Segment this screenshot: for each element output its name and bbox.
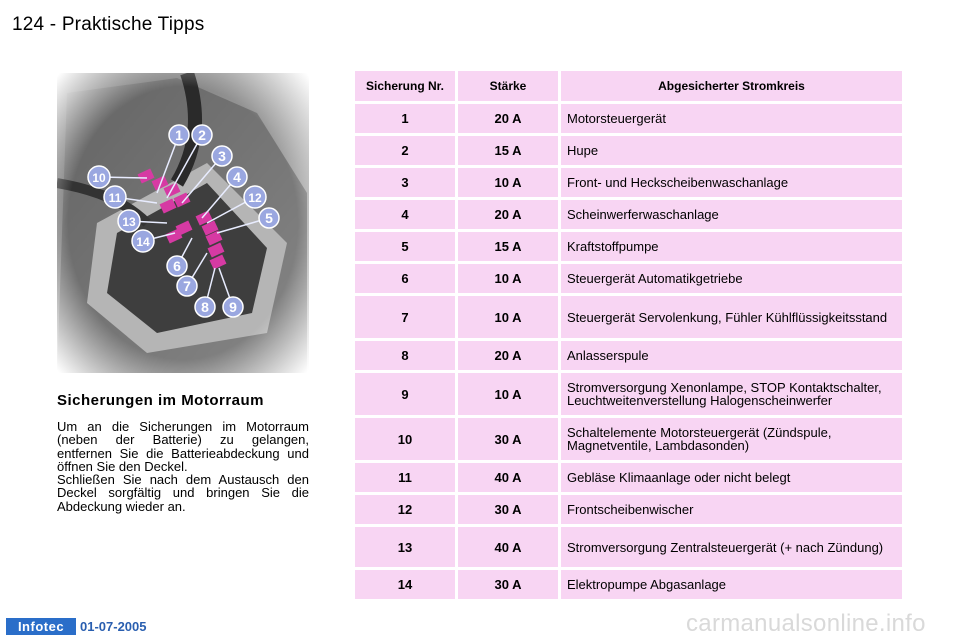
fuse-circuit: Kraftstoffpumpe xyxy=(561,232,902,261)
fuse-rating: 40 A xyxy=(458,463,558,492)
fuse-rating: 10 A xyxy=(458,168,558,197)
fuse-number: 4 xyxy=(355,200,455,229)
table-header-row xyxy=(355,71,902,101)
table-row xyxy=(355,296,902,338)
fuse-rating: 30 A xyxy=(458,418,558,460)
fuse-circuit: Hupe xyxy=(561,136,902,165)
fuse-circuit: Frontscheibenwischer xyxy=(561,495,902,524)
fuse-number: 3 xyxy=(355,168,455,197)
fuse-circuit: Motorsteuergerät xyxy=(561,104,902,133)
table-row xyxy=(355,264,902,293)
column-header-rating: Stärke xyxy=(458,71,558,101)
watermark: carmanualsonline.info xyxy=(686,610,926,637)
fuse-rating: 20 A xyxy=(458,200,558,229)
fuse-number: 11 xyxy=(355,463,455,492)
fuse-number: 7 xyxy=(355,296,455,338)
fuse-circuit: Steuergerät Automatikgetriebe xyxy=(561,264,902,293)
fuse-circuit: Stromversorgung Xenonlampe, STOP Kontaktschalter, Leuchtweitenverstellung Halogenscheinwerfer xyxy=(561,373,902,415)
table-row xyxy=(355,463,902,492)
table-row xyxy=(355,104,902,133)
fuse-rating: 20 A xyxy=(458,341,558,370)
fuse-number: 2 xyxy=(355,136,455,165)
fuse-number: 8 xyxy=(355,341,455,370)
fuse-rating: 20 A xyxy=(458,104,558,133)
engine-fusebox-photo xyxy=(57,73,309,373)
column-header-fuse-number: Sicherung Nr. xyxy=(355,71,455,101)
page-header xyxy=(12,14,204,36)
table-row xyxy=(355,341,902,370)
fuse-circuit: Scheinwerferwaschanlage xyxy=(561,200,902,229)
fuse-number: 6 xyxy=(355,264,455,293)
section-title: Sicherungen im Motorraum xyxy=(57,392,265,409)
infotec-logo: Infotec xyxy=(6,618,76,635)
fuse-table xyxy=(352,68,905,602)
table-row xyxy=(355,168,902,197)
table-row xyxy=(355,495,902,524)
fuse-circuit: Stromversorgung Zentralsteuergerät (+ nach Zündung) xyxy=(561,527,902,567)
fuse-number: 1 xyxy=(355,104,455,133)
fuse-circuit: Front- und Heckscheibenwaschanlage xyxy=(561,168,902,197)
table-row xyxy=(355,200,902,229)
page-number: 124 xyxy=(12,14,45,35)
table-row xyxy=(355,136,902,165)
fuse-number: 5 xyxy=(355,232,455,261)
table-row xyxy=(355,527,902,567)
fuse-circuit: Anlasserspule xyxy=(561,341,902,370)
fuse-circuit: Elektropumpe Abgasanlage xyxy=(561,570,902,599)
fuse-rating: 15 A xyxy=(458,136,558,165)
table-row xyxy=(355,418,902,460)
fuse-rating: 30 A xyxy=(458,495,558,524)
fuse-circuit: Gebläse Klimaanlage oder nicht belegt xyxy=(561,463,902,492)
page-title: Praktische Tipps xyxy=(61,14,205,35)
fusebox-illustration xyxy=(57,73,309,373)
fuse-number: 10 xyxy=(355,418,455,460)
fuse-circuit: Schaltelemente Motorsteuergerät (Zündspule, Magnetventile, Lambdasonden) xyxy=(561,418,902,460)
table-row xyxy=(355,373,902,415)
fuse-rating: 40 A xyxy=(458,527,558,567)
instruction-paragraph: Um an die Sicherungen im Motorraum (neben der Batterie) zu gelangen, entfernen Sie die Batterieabdeckung und öffnen Sie den Deckel. xyxy=(57,419,309,475)
edition-date: 01-07-2005 xyxy=(80,619,147,634)
fuse-number: 12 xyxy=(355,495,455,524)
fuse-circuit: Steuergerät Servolenkung, Fühler Kühlflüssigkeitsstand xyxy=(561,296,902,338)
instruction-paragraph: Schließen Sie nach dem Austausch den Deckel sorgfältig und bringen Sie die Abdeckung wieder an. xyxy=(57,472,309,514)
fuse-number: 13 xyxy=(355,527,455,567)
fuse-number: 14 xyxy=(355,570,455,599)
column-header-circuit: Abgesicherter Stromkreis xyxy=(561,71,902,101)
table-row xyxy=(355,232,902,261)
fuse-rating: 15 A xyxy=(458,232,558,261)
fuse-rating: 10 A xyxy=(458,296,558,338)
table-row xyxy=(355,570,902,599)
fuse-number: 9 xyxy=(355,373,455,415)
fuse-rating: 10 A xyxy=(458,373,558,415)
fuse-rating: 30 A xyxy=(458,570,558,599)
fuse-rating: 10 A xyxy=(458,264,558,293)
header-separator: - xyxy=(49,14,57,35)
